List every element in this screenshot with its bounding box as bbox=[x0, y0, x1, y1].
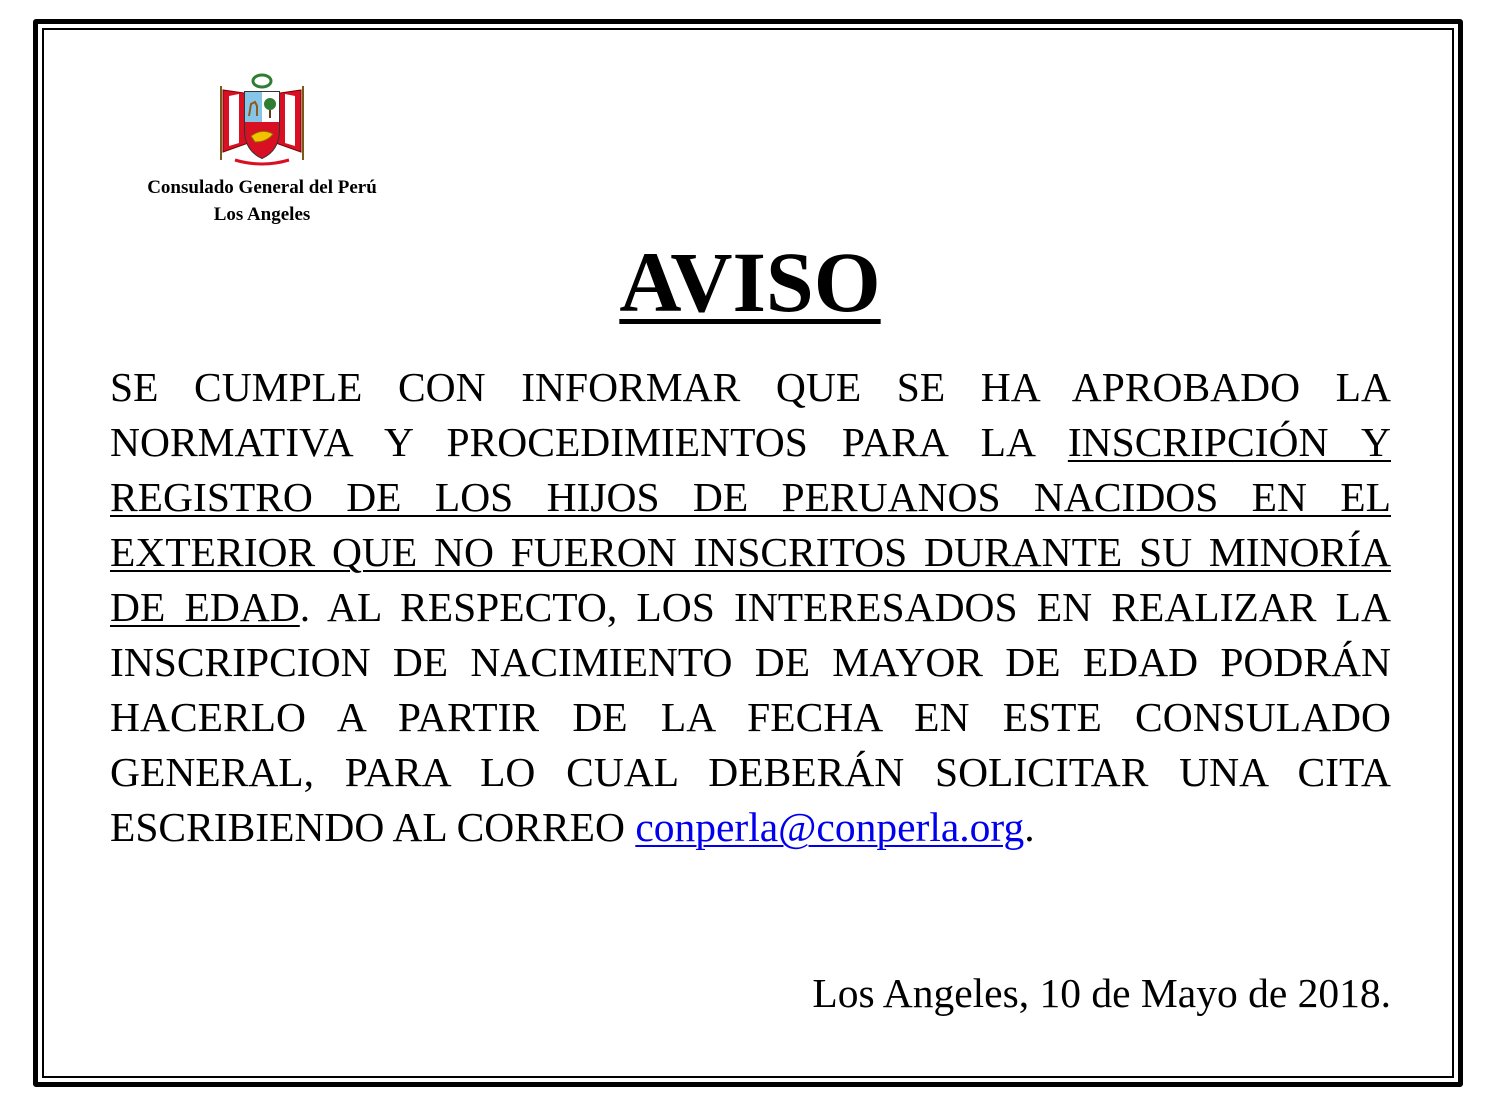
consulate-city: Los Angeles bbox=[213, 204, 311, 225]
peru-coat-of-arms-icon bbox=[217, 72, 307, 168]
body-ending: . bbox=[1024, 804, 1035, 850]
notice-body bbox=[110, 360, 1391, 855]
notice-title-container bbox=[0, 232, 1500, 332]
signature-date: Los Angeles, 10 de Mayo de 2018. bbox=[812, 970, 1391, 1016]
body-intro: SE CUMPLE CON INFORMAR QUE SE HA APROBADO LA NORMATIVA Y PROCEDIMIENTOS PARA LA bbox=[110, 364, 1391, 465]
notice-title: AVISO bbox=[619, 234, 881, 330]
consulate-header bbox=[112, 72, 412, 228]
body-highlight: INSCRIPCIÓN Y REGISTRO DE LOS HIJOS DE PERUANOS NACIDOS EN EL EXTERIOR QUE NO FUERON INSCRITOS DURANTE SU MINORÍA DE EDAD bbox=[110, 419, 1391, 630]
email-link[interactable]: conperla@conperla.org bbox=[635, 804, 1025, 850]
consulate-name: Consulado General del Perú bbox=[147, 177, 377, 198]
body-continuation: . AL RESPECTO, LOS INTERESADOS EN REALIZAR LA INSCRIPCION DE NACIMIENTO DE MAYOR DE EDAD PODRÁN HACERLO A PARTIR DE LA FECHA EN ESTE CONSULADO GENERAL, PARA LO CUAL DEBERÁN SOLICITAR UNA CITA ESCRIBIENDO AL CORREO bbox=[110, 584, 1391, 850]
